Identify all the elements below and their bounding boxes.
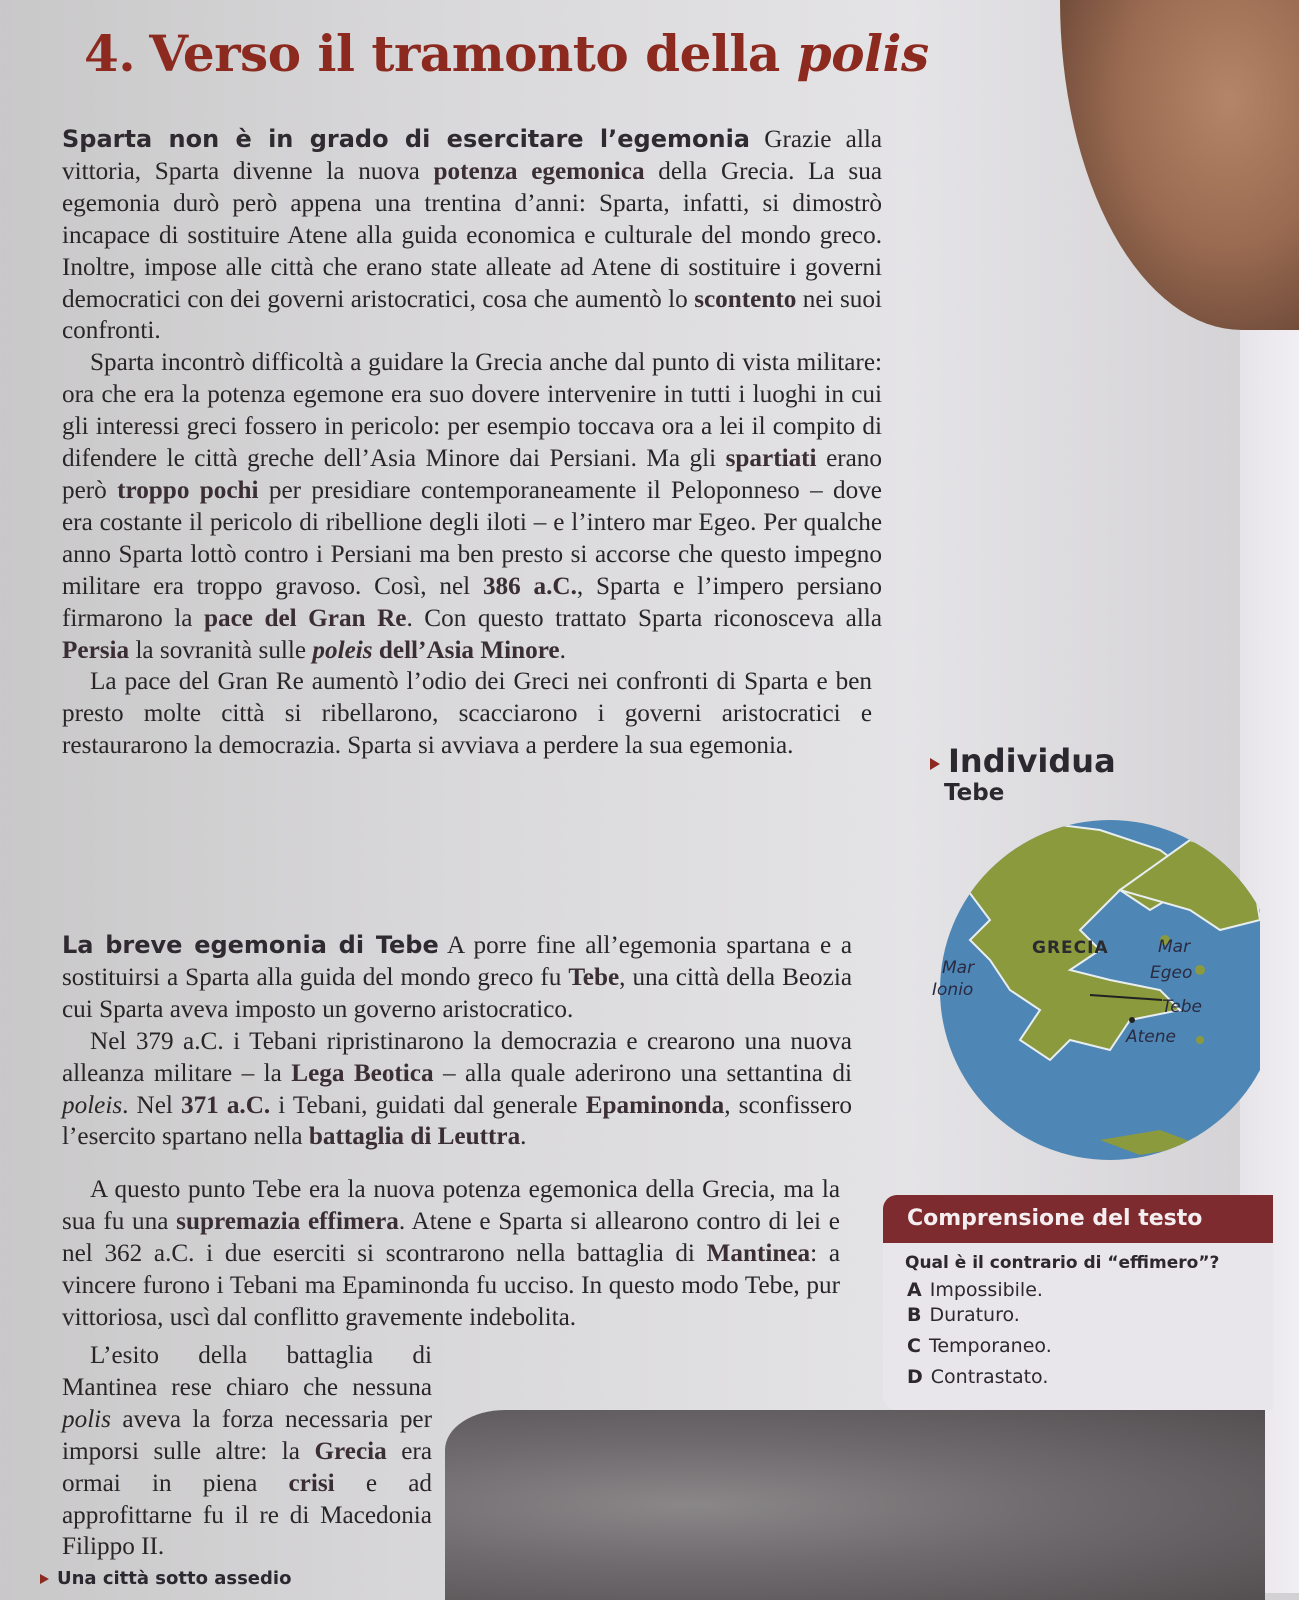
text-run: erano però — [62, 445, 882, 504]
text-run: L’esito della battaglia di Mantinea rese chiaro che nessuna — [62, 1342, 432, 1401]
keyword: Epaminonda — [585, 1091, 725, 1119]
city-marker-icon — [1129, 1017, 1135, 1023]
paragraph — [62, 1174, 840, 1334]
text-run: , Sparta e l’impero persiano firmarono la — [62, 572, 882, 632]
option-text: Impossibile. — [929, 1279, 1043, 1301]
text-run: Nel 379 a.C. i Tebani ripristinarono la democrazia e crearono una nuova alleanza militare – la — [62, 1027, 852, 1087]
paragraph: La pace del Gran Re aumentò l’odio dei Greci nei confronti di Sparta e ben presto molte città si ribellarono, scacciarono i governi aristocratici e restaurarono la democrazia. Sparta si avviava a perdere la sua egemonia. — [62, 668, 872, 760]
option-a — [907, 1279, 1043, 1301]
map-label-mar-egeo-1: Mar — [1158, 937, 1191, 957]
option-letter: B — [907, 1304, 922, 1326]
text-run: . Nel — [122, 1091, 181, 1119]
map-label-grecia: GRECIA — [1032, 938, 1109, 958]
map-subtitle: Tebe — [944, 780, 1005, 806]
section-tebe-cont — [62, 1174, 840, 1334]
comprehension-question: Qual è il contrario di “effimero”? — [905, 1253, 1220, 1273]
text-run: Sparta incontrò difficoltà a guidare la Grecia anche dal punto di vista militare: ora che era la potenza egemone era suo dovere intervenire in tutti i luoghi in cui gli interessi greci fossero in pericolo: per esempio toccava ora a lei il compito di difendere le città greche dell’Asia Minore dai Persiani. Ma gli — [62, 349, 882, 473]
text-run: i Tebani, guidati dal generale — [270, 1091, 586, 1119]
option-text: Duraturo. — [929, 1304, 1020, 1326]
arrow-icon — [930, 758, 940, 770]
map-exercise — [900, 740, 1260, 1160]
keyword: Persia — [62, 636, 130, 664]
caption-text: Una città sotto assedio — [57, 1568, 292, 1589]
keyword: crisi — [288, 1469, 335, 1497]
map-label-mar-ionio-1: Mar — [942, 958, 975, 978]
text-run: e ad approfittarne fu il re di Macedonia Filippo II. — [62, 1469, 433, 1561]
text-run: . Con questo trattato Sparta riconosceva alla — [406, 604, 883, 632]
map-label-mar-egeo-2: Egeo — [1150, 963, 1193, 983]
keyword: dell’Asia Minore — [378, 636, 560, 664]
keyword: 371 a.C. — [180, 1091, 271, 1119]
comprehension-box — [883, 1195, 1273, 1410]
paragraph — [62, 1026, 852, 1154]
keyword: Lega Beotica — [291, 1059, 434, 1087]
keyword: scontento — [694, 285, 797, 313]
keyword: poleis — [312, 636, 373, 664]
chapter-title — [84, 24, 929, 83]
keyword: battaglia di Leuttra — [308, 1123, 521, 1151]
keyword: supremazia effimera — [176, 1207, 399, 1235]
keyword: Grecia — [314, 1437, 387, 1465]
map-title: Individua — [948, 742, 1116, 780]
text-run: la sovranità sulle — [129, 636, 313, 664]
map-label-mar-ionio-2: Ionio — [932, 980, 974, 1000]
option-text: Temporaneo. — [928, 1335, 1052, 1357]
text-run: della Grecia. La sua egemonia durò però appena una trentina d’anni: Sparta, infatti, si dimostrò incapace di sostituire Atene alla guida economica e culturale del mondo greco. Inoltre, impose alle città che erano state alleate ad Atene di sostituire i governi democratici con dei governi aristocratici, cosa che aumentò lo — [62, 157, 882, 313]
option-text: Contrastato. — [930, 1366, 1049, 1388]
map-label-tebe: Tebe — [1162, 997, 1202, 1017]
land-island — [1195, 965, 1205, 975]
keyword: poleis — [62, 1091, 123, 1119]
text-run: nei suoi confronti. — [62, 285, 882, 345]
photo-caption — [40, 1568, 291, 1589]
text-run: , una città della Beozia cui Sparta aveva imposto un governo aristocratico. — [62, 963, 852, 1023]
text-run: . — [520, 1123, 527, 1151]
option-letter: D — [907, 1366, 923, 1388]
text-run: A porre fine all’egemonia spartana e a sostituirsi a Sparta alla guida del mondo greco fu — [62, 932, 852, 991]
relief-photo — [445, 1410, 1265, 1600]
text-run: per presidiare contemporaneamente il Peloponneso – dove era costante il pericolo di ribellione degli iloti – e l’intero mar Egeo. Per qualche anno Sparta lottò contro i Persiani ma ben presto si accorse che questo impegno militare era troppo gravoso. Così, nel — [62, 476, 882, 600]
option-letter: C — [907, 1335, 921, 1357]
section-heading: Sparta non è in grado di esercitare l’egemonia — [62, 125, 750, 153]
keyword: troppo pochi — [117, 476, 259, 504]
paragraph — [62, 347, 882, 666]
section-sparta — [62, 124, 882, 762]
chapter-number: 4. — [84, 24, 136, 83]
greece-map — [900, 820, 1260, 1160]
chapter-title-italic: polis — [796, 24, 929, 83]
map-label-atene: Atene — [1126, 1027, 1176, 1047]
section-heading: La breve egemonia di Tebe — [62, 931, 439, 959]
text-run: era ormai in piena — [62, 1437, 432, 1497]
text-run: . Atene e Sparta si allearono contro di lei e nel 362 a.C. i due eserciti si scontrarono nella battaglia di — [62, 1207, 840, 1267]
option-d — [907, 1366, 1048, 1388]
text-run: Grazie alla vittoria, Sparta divenne la nuova — [62, 126, 883, 185]
land-island — [1009, 979, 1021, 991]
option-c — [907, 1335, 1052, 1357]
section-conclusion — [62, 1340, 432, 1563]
option-letter: A — [907, 1279, 922, 1301]
text-run: A questo punto Tebe era la nuova potenza egemonica della Grecia, ma la sua fu una — [62, 1176, 840, 1235]
photo-hand-background — [1060, 0, 1299, 330]
text-run: , sconfissero l’esercito spartano nella — [62, 1091, 852, 1151]
section-tebe — [62, 930, 852, 1153]
keyword: polis — [62, 1405, 111, 1433]
keyword: Tebe — [568, 963, 620, 991]
keyword: spartiati — [725, 445, 817, 473]
comprehension-header: Comprensione del testo — [883, 1195, 1273, 1243]
keyword: 386 a.C. — [482, 572, 577, 600]
land-island — [1196, 1036, 1204, 1044]
paragraph — [62, 124, 882, 347]
chapter-title-text: Verso il tramonto della — [149, 24, 780, 83]
paragraph — [62, 930, 852, 1026]
option-b — [907, 1304, 1020, 1326]
text-run: : a vincere furono i Tebani ma Epaminonda fu ucciso. In questo modo Tebe, pur vittoriosa, uscì dal conflitto gravemente indebolita. — [62, 1239, 840, 1331]
text-run: aveva la forza necessaria per imporsi sulle altre: la — [62, 1405, 432, 1465]
paragraph — [62, 1340, 432, 1563]
text-run: . — [559, 636, 566, 664]
keyword: Mantinea — [706, 1239, 811, 1267]
arrow-icon — [40, 1574, 49, 1584]
keyword: potenza egemonica — [433, 157, 645, 185]
text-run: – alla quale aderirono una settantina di — [433, 1059, 852, 1087]
keyword: pace del Gran Re — [203, 604, 407, 632]
